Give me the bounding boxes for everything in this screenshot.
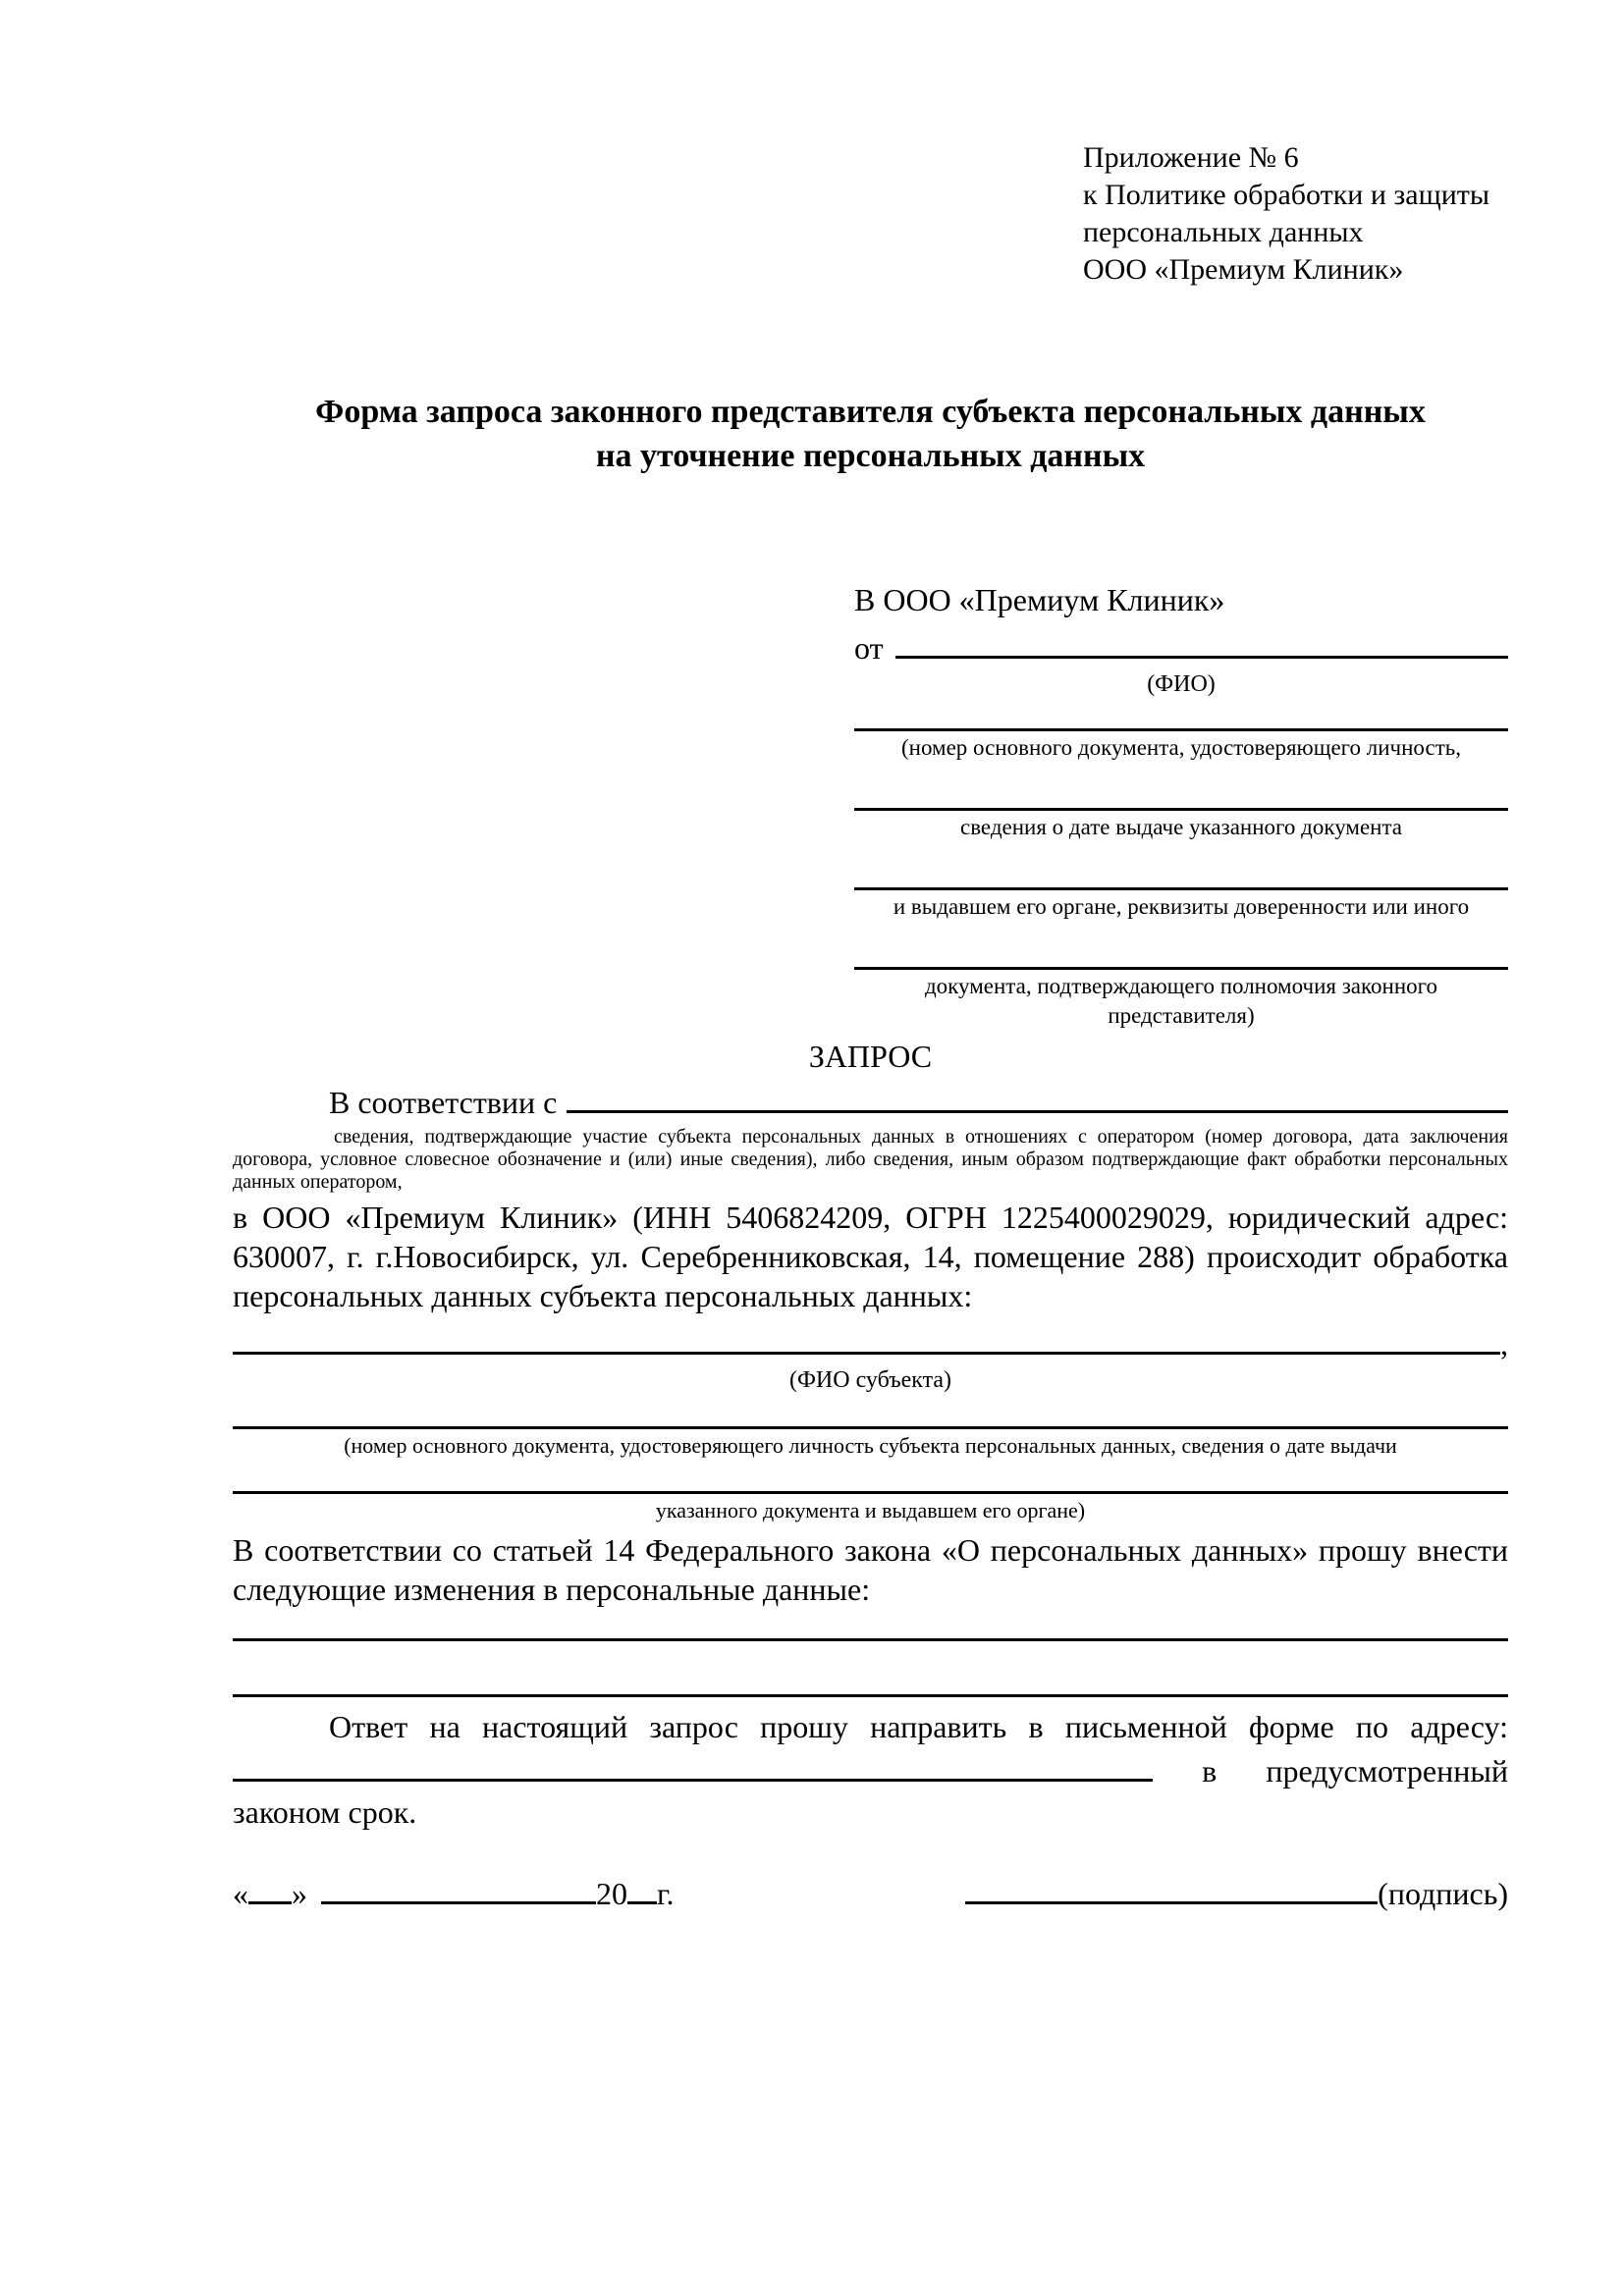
signature-blank-line (965, 1871, 1378, 1904)
answer-blank-line-2 (233, 1694, 1508, 1697)
response-word-v: в (1202, 1753, 1218, 1789)
addressee-caption-4: документа, подтверждающего полномочия законного представителя) (924, 974, 1437, 1028)
small-print-note: сведения, подтверждающие участие субъекта персональных данных в отношениях с оператором (номер договора, дата заключения договора, условное словесное обозначение и (или) иные сведения), либо сведения, иным образом подтверждающие факт обработки персональных данных оператором, (233, 1126, 1508, 1193)
date-close-quote: » (292, 1876, 307, 1911)
appendix-block (1083, 139, 1508, 289)
document-title (233, 390, 1508, 478)
response-row (233, 1748, 1508, 1790)
from-blank-line (895, 625, 1508, 659)
addressee-block (854, 580, 1508, 1031)
response-paragraph-line-3: законом срок. (233, 1794, 417, 1830)
document-content (233, 139, 1508, 1913)
appendix-line: Приложение № 6 (1083, 141, 1299, 174)
addressee-to: В ООО «Премиум Клиник» (854, 582, 1225, 617)
title-line-2: на уточнение персональных данных (595, 438, 1146, 474)
subject-comma: , (1500, 1326, 1508, 1362)
subject-doc-caption-2: указанного документа и выдавшем его органе) (655, 1498, 1086, 1522)
appendix-line: к Политике обработки и защиты (1083, 179, 1490, 211)
date-year-blank (627, 1871, 657, 1904)
response-paragraph-line-1: Ответ на настоящий запрос прошу направить в письменной форме по адресу: (329, 1709, 1508, 1744)
addressee-caption-2: сведения о дате выдаче указанного документа (959, 815, 1403, 839)
signature-line (965, 1871, 1508, 1913)
operator-paragraph: в ООО «Премиум Клиник» (ИНН 5406824209, ОГРН 1225400029029, юридический адрес: 630007, г. г.Новосибирск, ул. Серебренниковская, 14, помещение 288) происходит обработка персональных данных субъекта персональных данных: (233, 1200, 1508, 1313)
signature-caption: (подпись) (1378, 1876, 1508, 1911)
subject-doc-blank-line-1 (233, 1426, 1508, 1429)
subject-doc-blank-line-2 (233, 1491, 1508, 1494)
addressee-blank-line-3 (854, 887, 1508, 890)
fio-caption: (ФИО) (1147, 671, 1216, 697)
date-day-blank (248, 1871, 292, 1904)
request-heading: ЗАПРОС (808, 1039, 933, 1074)
date-line (233, 1871, 675, 1913)
title-line-1: Форма запроса законного представителя субъекта персональных данных (315, 394, 1426, 430)
date-year-prefix: 20 (596, 1876, 627, 1911)
footer-row (233, 1871, 1508, 1913)
subject-fio-row (233, 1321, 1508, 1363)
addressee-blank-line-2 (854, 808, 1508, 811)
accordance-blank-line (567, 1080, 1508, 1113)
date-year-suffix: г. (657, 1876, 675, 1911)
appendix-line: ООО «Премиум Клиник» (1083, 253, 1404, 286)
subject-doc-caption-1: (номер основного документа, удостоверяющего личность субъекта персональных данных, сведения о дате выдачи (344, 1433, 1397, 1458)
article-paragraph: В соответствии со статьей 14 Федерального закона «О персональных данных» прошу внести следующие изменения в персональные данные: (233, 1532, 1508, 1607)
subject-fio-caption: (ФИО субъекта) (788, 1367, 952, 1393)
addressee-caption-3: и выдавшем его органе, реквизиты доверенности или иного (893, 894, 1470, 919)
accordance-row (233, 1080, 1508, 1122)
from-label: от (854, 630, 884, 666)
addressee-caption-1: (номер основного документа, удостоверяющего личность, (900, 735, 1461, 760)
subject-fio-blank-line (233, 1321, 1500, 1355)
accordance-prefix: В соответствии с (329, 1085, 558, 1120)
response-word-predusmotrennyj: предусмотренный (1266, 1753, 1508, 1789)
appendix-line: персональных данных (1083, 216, 1364, 248)
answer-blank-line-1 (233, 1638, 1508, 1641)
addressee-blank-line-1 (854, 728, 1508, 731)
date-open-quote: « (233, 1876, 248, 1911)
response-blank-line (233, 1748, 1153, 1782)
addressee-blank-line-4 (854, 967, 1508, 970)
addressee-from-row (854, 625, 1508, 667)
date-month-blank (321, 1871, 596, 1904)
